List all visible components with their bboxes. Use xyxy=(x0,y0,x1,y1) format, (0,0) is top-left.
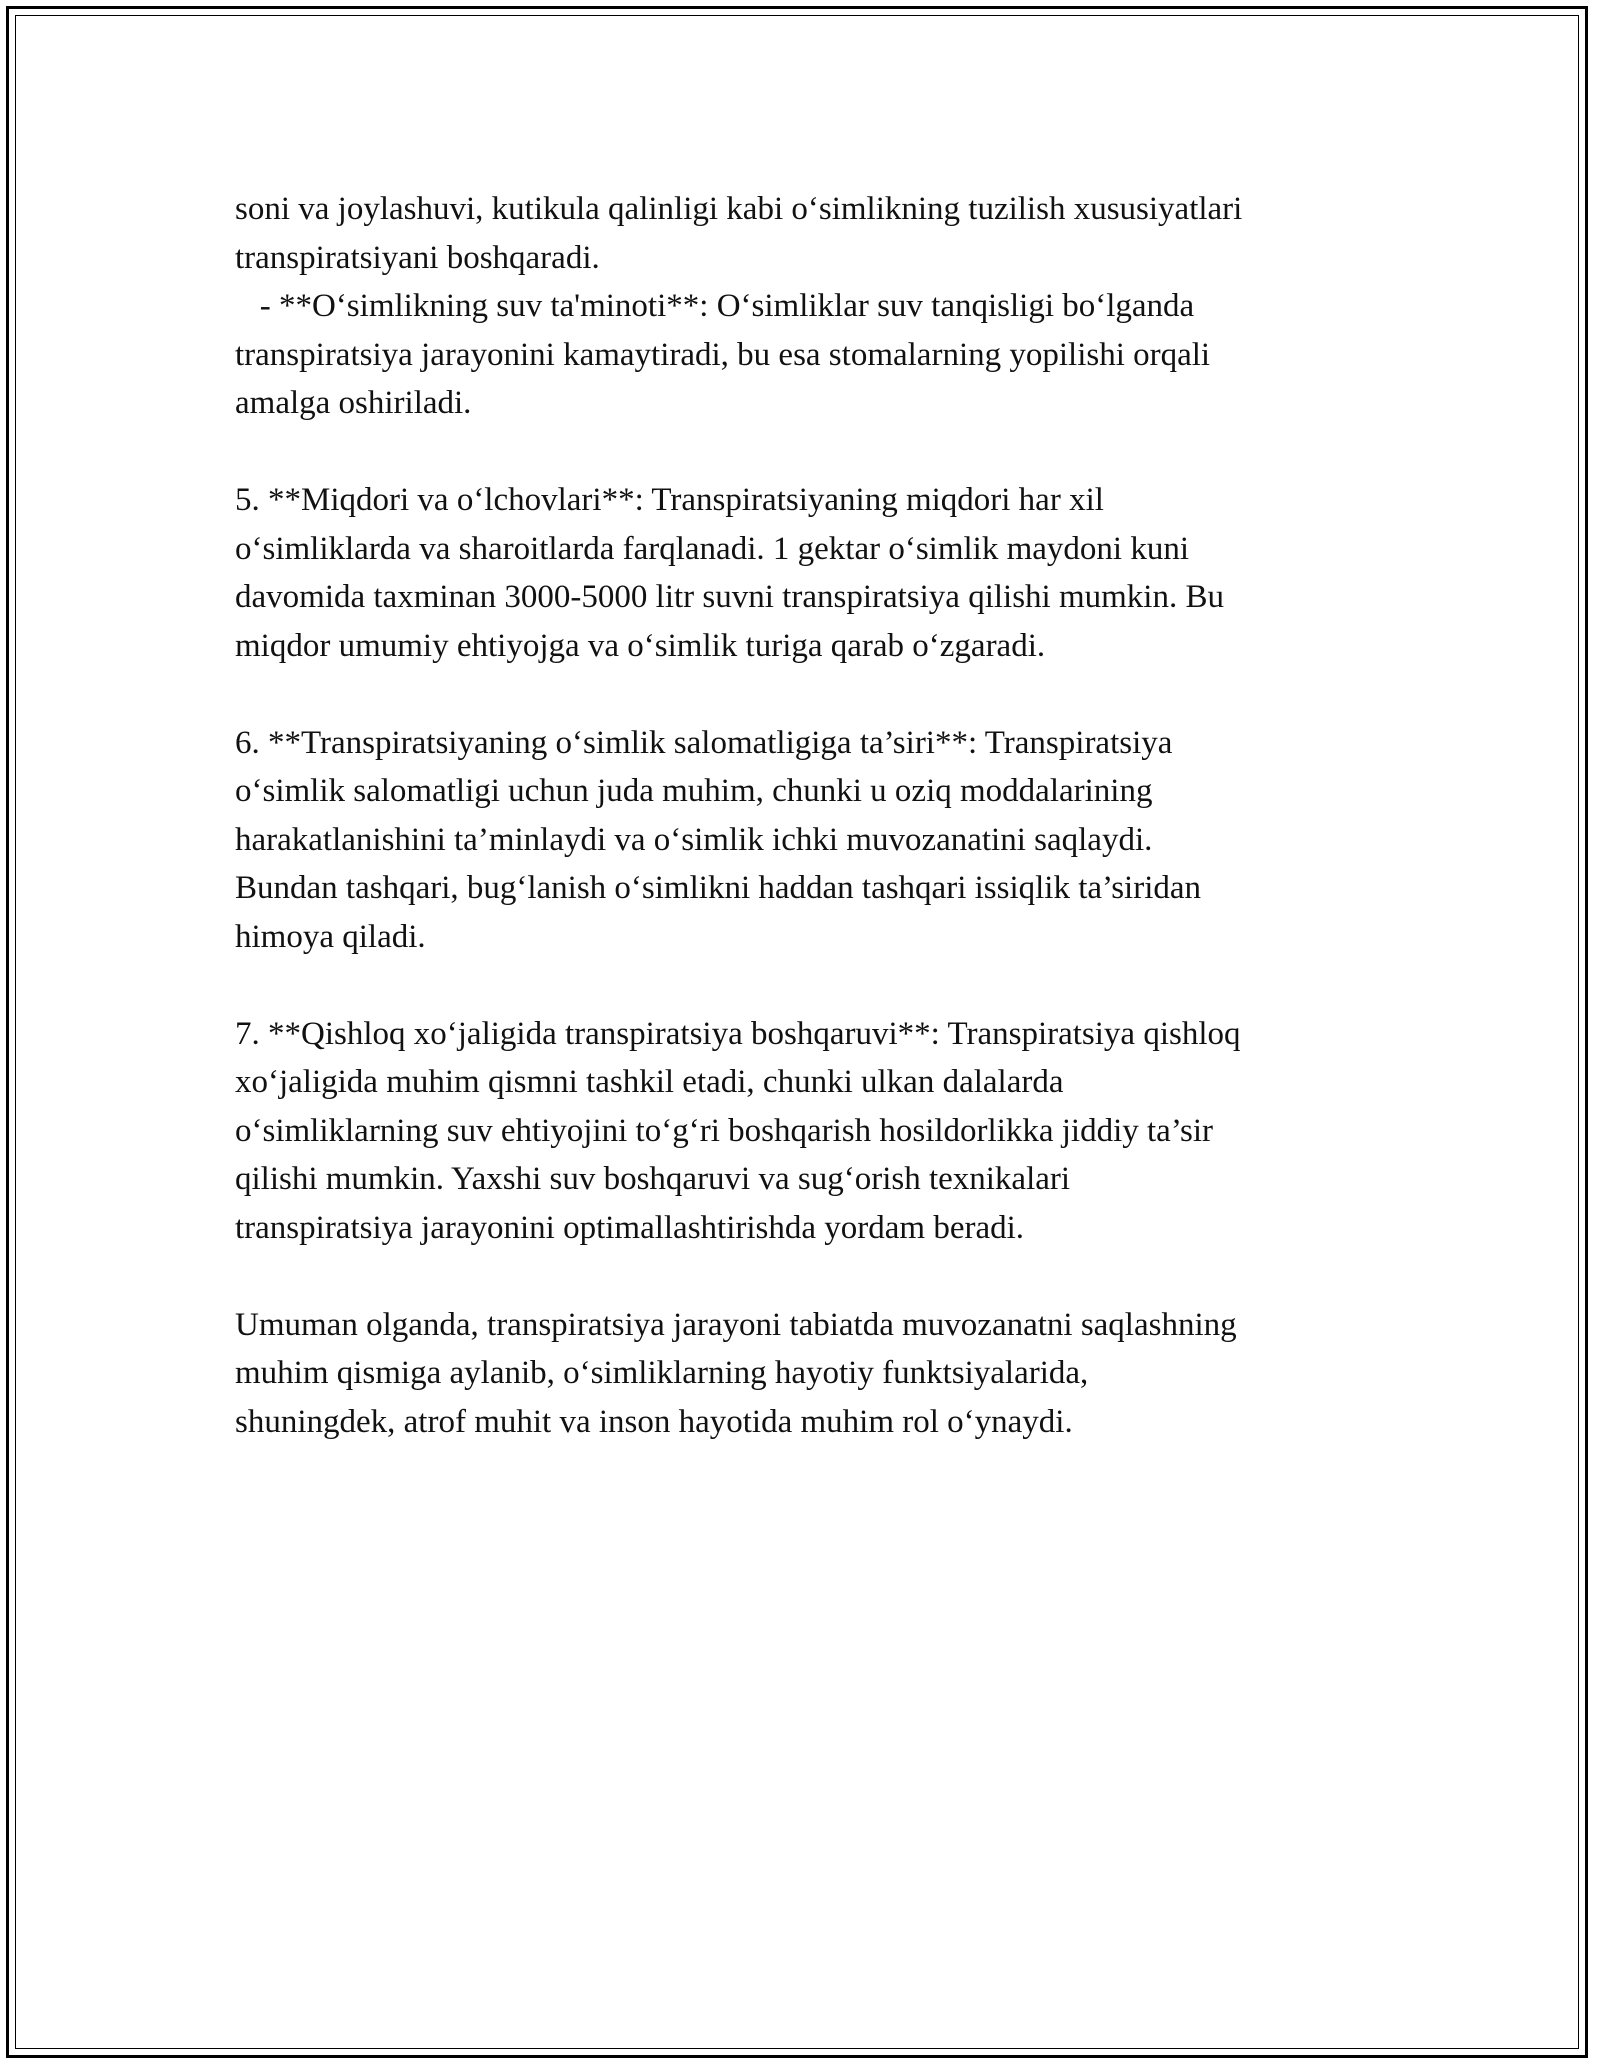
text-line: 7. **Qishloq xoʻjaligida transpiratsiya boshqaruvi**: Transpiratsiya qishloq xyxy=(235,1015,1241,1052)
text-line: - **Oʻsimlikning suv ta'minoti**: Oʻsimliklar suv tanqisligi boʻlganda xyxy=(235,288,1195,324)
text-line: transpiratsiya jarayonini kamaytiradi, bu esa stomalarning yopilishi orqali xyxy=(235,336,1211,373)
text-line: 5. **Miqdori va oʻlchovlari**: Transpiratsiyaning miqdori har xil xyxy=(235,482,1104,518)
text-line: miqdor umumiy ehtiyojga va oʻsimlik turiga qarab oʻzgaradi. xyxy=(235,627,1046,664)
text-line: transpiratsiya jarayonini optimallashtirishda yordam beradi. xyxy=(235,1209,1025,1246)
text-line: shuningdek, atrof muhit va inson hayotida muhim rol oʻynaydi. xyxy=(235,1403,1073,1440)
document-body xyxy=(235,185,1375,1446)
text-line: amalga oshiriladi. xyxy=(235,385,472,421)
text-line: davomida taxminan 3000-5000 litr suvni transpiratsiya qilishi mumkin. Bu xyxy=(235,579,1224,615)
paragraph-gap xyxy=(235,670,1375,719)
text-line: muhim qismiga aylanib, oʻsimliklarning hayotiy funktsiyalarida, xyxy=(235,1355,1089,1391)
paragraph-gap xyxy=(235,1252,1375,1301)
paragraph-gap xyxy=(235,428,1375,477)
text-line: Bundan tashqari, bugʻlanish oʻsimlikni haddan tashqari issiqlik ta’siridan xyxy=(235,870,1202,906)
text-line: oʻsimliklarning suv ehtiyojini toʻgʻri boshqarish hosildorlikka jiddiy ta’sir xyxy=(235,1112,1213,1149)
text-line: xoʻjaligida muhim qismni tashkil etadi, chunki ulkan dalalarda xyxy=(235,1064,1064,1100)
text-line: soni va joylashuvi, kutikula qalinligi kabi oʻsimlikning tuzilish xususiyatlari xyxy=(235,191,1243,227)
text-line: oʻsimlik salomatligi uchun juda muhim, chunki u oziq moddalarining xyxy=(235,773,1153,809)
text-line: transpiratsiyani boshqaradi. xyxy=(235,239,600,276)
text-line: himoya qiladi. xyxy=(235,918,426,955)
paragraph-gap xyxy=(235,961,1375,1010)
text-line: harakatlanishini ta’minlaydi va oʻsimlik ichki muvozanatini saqlaydi. xyxy=(235,821,1153,858)
text-line: 6. **Transpiratsiyaning oʻsimlik salomatligiga ta’siri**: Transpiratsiya xyxy=(235,724,1173,761)
text-line: qilishi mumkin. Yaxshi suv boshqaruvi va sugʻorish texnikalari xyxy=(235,1161,1071,1197)
text-line: Umuman olganda, transpiratsiya jarayoni tabiatda muvozanatni saqlashning xyxy=(235,1306,1237,1343)
text-line: oʻsimliklarda va sharoitlarda farqlanadi. 1 gektar oʻsimlik maydoni kuni xyxy=(235,530,1189,567)
